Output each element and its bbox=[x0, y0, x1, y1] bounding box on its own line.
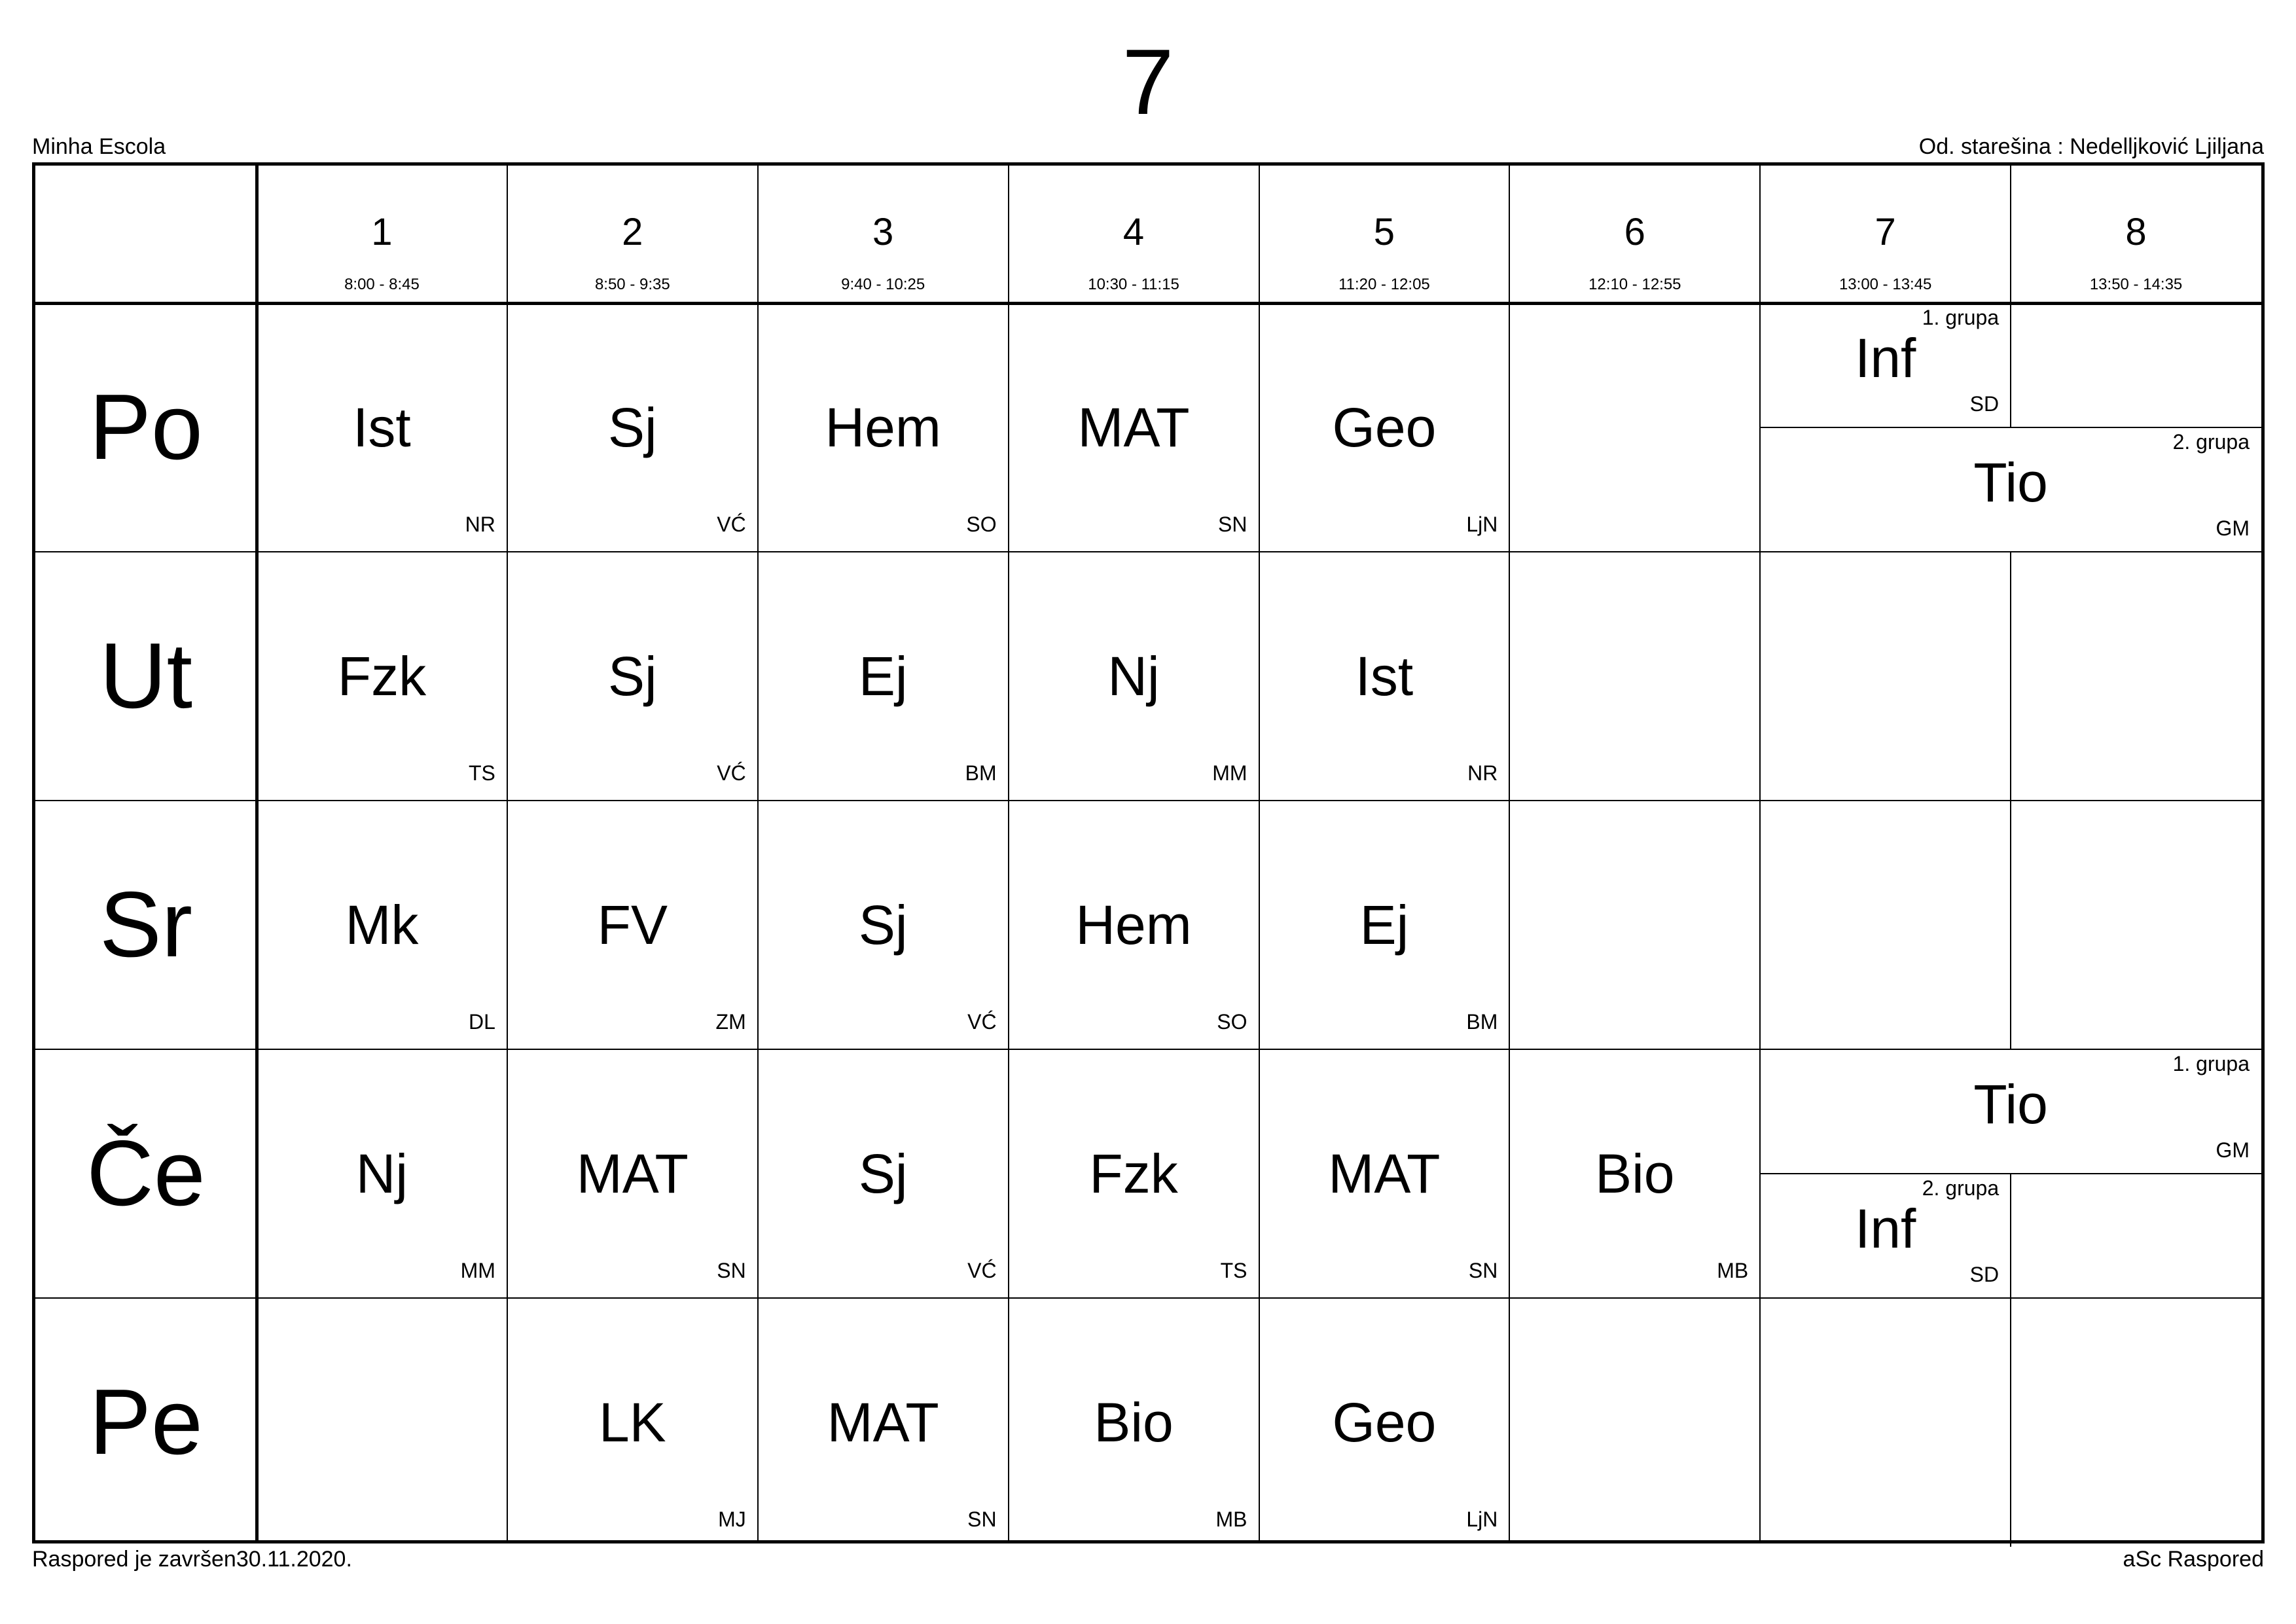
lesson-teacher: SN bbox=[717, 1259, 746, 1282]
lesson-subject: Hem bbox=[825, 397, 941, 458]
day-label: Ut bbox=[99, 624, 192, 728]
lesson-teacher: NR bbox=[465, 513, 495, 536]
lesson-subject: Sj bbox=[607, 645, 657, 707]
lesson-subject: Mk bbox=[345, 894, 419, 956]
lesson-subject: Geo bbox=[1332, 1392, 1437, 1453]
lesson-teacher: TS bbox=[468, 761, 495, 785]
day-label: Če bbox=[86, 1121, 206, 1225]
column-divider bbox=[2010, 303, 2011, 427]
lesson-subject: Ist bbox=[353, 397, 411, 458]
group-divider bbox=[1760, 427, 2261, 428]
group-divider bbox=[1760, 1173, 2261, 1174]
lesson-teacher: LjN bbox=[1466, 513, 1498, 536]
row-divider bbox=[35, 1049, 2261, 1050]
lesson-teacher: MM bbox=[460, 1259, 495, 1282]
group-lesson-cell[interactable] bbox=[1760, 303, 2011, 427]
lesson-cell[interactable] bbox=[507, 552, 758, 801]
lesson-teacher: SN bbox=[967, 1507, 997, 1531]
lesson-cell[interactable] bbox=[1259, 303, 1510, 552]
period-header bbox=[1009, 166, 1259, 303]
lesson-cell[interactable] bbox=[758, 1049, 1009, 1298]
lesson-teacher: SO bbox=[966, 513, 997, 536]
lesson-subject: Sj bbox=[607, 397, 657, 458]
lesson-teacher: MJ bbox=[718, 1507, 746, 1531]
lesson-cell[interactable] bbox=[1009, 801, 1259, 1049]
lesson-subject: Bio bbox=[1094, 1392, 1174, 1453]
period-header bbox=[758, 166, 1009, 303]
lesson-teacher: LjN bbox=[1466, 1507, 1498, 1531]
software-credit: aSc Raspored bbox=[2123, 1547, 2264, 1572]
period-header bbox=[2011, 166, 2261, 303]
lesson-subject: Fzk bbox=[337, 645, 427, 707]
period-header bbox=[1509, 166, 1760, 303]
lesson-cell[interactable] bbox=[1009, 552, 1259, 801]
period-time: 13:00 - 13:45 bbox=[1839, 276, 1932, 293]
lesson-subject: Geo bbox=[1332, 397, 1437, 458]
group-lesson-cell[interactable] bbox=[1760, 1049, 2261, 1174]
period-number: 8 bbox=[2125, 211, 2147, 253]
lesson-subject: LK bbox=[598, 1392, 666, 1453]
day-row-header bbox=[35, 303, 257, 552]
lesson-teacher: VĆ bbox=[967, 1259, 997, 1282]
completion-note: Raspored je završen30.11.2020. bbox=[32, 1547, 352, 1572]
group-label: 2. grupa bbox=[1922, 1176, 2000, 1200]
lesson-teacher: MB bbox=[1717, 1259, 1749, 1282]
lesson-subject: Inf bbox=[1854, 327, 1916, 389]
period-header bbox=[1760, 166, 2011, 303]
day-label: Po bbox=[89, 375, 203, 479]
lesson-cell[interactable] bbox=[1009, 303, 1259, 552]
lesson-cell[interactable] bbox=[1259, 1298, 1510, 1547]
column-divider bbox=[1259, 166, 1260, 1540]
day-row-header bbox=[35, 552, 257, 801]
lesson-cell[interactable] bbox=[1009, 1298, 1259, 1547]
day-column-divider bbox=[255, 166, 259, 1540]
lesson-teacher: VĆ bbox=[967, 1010, 997, 1034]
lesson-subject: Ist bbox=[1355, 645, 1414, 707]
period-number: 5 bbox=[1373, 211, 1395, 253]
lesson-subject: Nj bbox=[355, 1143, 408, 1204]
lesson-subject: FV bbox=[597, 894, 668, 956]
period-number: 6 bbox=[1624, 211, 1645, 253]
header-divider bbox=[35, 302, 2261, 305]
period-time: 8:00 - 8:45 bbox=[344, 276, 420, 293]
lesson-teacher: SN bbox=[1468, 1259, 1498, 1282]
row-divider bbox=[35, 800, 2261, 801]
period-number: 1 bbox=[371, 211, 393, 253]
lesson-teacher: SD bbox=[1969, 392, 2000, 416]
day-row-header bbox=[35, 1049, 257, 1298]
lesson-cell[interactable] bbox=[758, 801, 1009, 1049]
column-divider bbox=[1008, 166, 1009, 1540]
lesson-subject: Sj bbox=[858, 894, 908, 956]
lesson-cell[interactable] bbox=[507, 1298, 758, 1547]
lesson-subject: Hem bbox=[1075, 894, 1192, 956]
lesson-teacher: MB bbox=[1215, 1507, 1247, 1531]
period-time: 9:40 - 10:25 bbox=[841, 276, 925, 293]
period-header bbox=[257, 166, 507, 303]
lesson-teacher: GM bbox=[2215, 516, 2250, 540]
timetable-title: 7 bbox=[1122, 30, 1174, 134]
column-divider bbox=[507, 166, 508, 1540]
lesson-subject: Ej bbox=[858, 645, 908, 707]
column-divider bbox=[2010, 1174, 2011, 1298]
lesson-teacher: SN bbox=[1218, 513, 1247, 536]
lesson-teacher: BM bbox=[1466, 1010, 1498, 1034]
lesson-cell[interactable] bbox=[1259, 1049, 1510, 1298]
lesson-subject: MAT bbox=[1077, 397, 1190, 458]
lesson-cell[interactable] bbox=[257, 801, 507, 1049]
lesson-cell[interactable] bbox=[1259, 801, 1510, 1049]
row-divider bbox=[35, 551, 2261, 552]
lesson-cell[interactable] bbox=[1509, 1049, 1760, 1298]
period-time: 11:20 - 12:05 bbox=[1338, 276, 1430, 293]
day-row-header bbox=[35, 801, 257, 1049]
lesson-teacher: DL bbox=[468, 1010, 495, 1034]
lesson-teacher: VĆ bbox=[717, 761, 746, 785]
period-number: 4 bbox=[1122, 211, 1145, 253]
lesson-teacher: VĆ bbox=[717, 513, 746, 536]
lesson-subject: Nj bbox=[1107, 645, 1160, 707]
column-divider bbox=[2010, 166, 2011, 303]
lesson-subject: Ej bbox=[1359, 894, 1409, 956]
day-label: Pe bbox=[89, 1370, 203, 1474]
period-number: 3 bbox=[872, 211, 894, 253]
period-time: 12:10 - 12:55 bbox=[1588, 276, 1681, 293]
lesson-cell[interactable] bbox=[257, 552, 507, 801]
lesson-cell[interactable] bbox=[758, 552, 1009, 801]
lesson-teacher: MM bbox=[1212, 761, 1247, 785]
column-divider bbox=[2010, 552, 2011, 1049]
period-number: 2 bbox=[622, 211, 643, 253]
lesson-cell[interactable] bbox=[507, 303, 758, 552]
period-header bbox=[1259, 166, 1510, 303]
period-number: 7 bbox=[1874, 211, 1896, 253]
lesson-teacher: NR bbox=[1467, 761, 1498, 785]
row-divider bbox=[35, 1297, 2261, 1299]
lesson-subject: Bio bbox=[1595, 1143, 1675, 1204]
lesson-subject: MAT bbox=[1328, 1143, 1441, 1204]
lesson-teacher: SO bbox=[1217, 1010, 1247, 1034]
group-label: 1. grupa bbox=[2172, 1052, 2250, 1075]
lesson-teacher: BM bbox=[965, 761, 997, 785]
lesson-subject: MAT bbox=[576, 1143, 689, 1204]
lesson-subject: Inf bbox=[1854, 1198, 1916, 1259]
period-header bbox=[507, 166, 758, 303]
lesson-subject: Sj bbox=[858, 1143, 908, 1204]
lesson-teacher: GM bbox=[2215, 1138, 2250, 1162]
day-label: Sr bbox=[99, 873, 192, 977]
group-label: 1. grupa bbox=[1922, 306, 2000, 329]
lesson-cell[interactable] bbox=[1259, 552, 1510, 801]
group-label: 2. grupa bbox=[2172, 430, 2250, 454]
lesson-cell[interactable] bbox=[507, 801, 758, 1049]
class-teacher: Od. starešina : Nedelljković Ljiljana bbox=[1918, 134, 2264, 159]
lesson-teacher: ZM bbox=[715, 1010, 746, 1034]
lesson-cell[interactable] bbox=[507, 1049, 758, 1298]
period-time: 8:50 - 9:35 bbox=[594, 276, 670, 293]
lesson-subject: Tio bbox=[1973, 1074, 2048, 1135]
lesson-teacher: TS bbox=[1220, 1259, 1247, 1282]
period-time: 10:30 - 11:15 bbox=[1088, 276, 1179, 293]
period-time: 13:50 - 14:35 bbox=[2089, 276, 2183, 293]
column-divider bbox=[2010, 1298, 2011, 1547]
lesson-teacher: SD bbox=[1969, 1263, 2000, 1286]
column-divider bbox=[1759, 166, 1761, 1540]
lesson-cell[interactable] bbox=[758, 303, 1009, 552]
column-divider bbox=[757, 166, 759, 1540]
day-row-header bbox=[35, 1298, 257, 1547]
group-lesson-cell[interactable] bbox=[1760, 427, 2261, 552]
group-lesson-cell[interactable] bbox=[1760, 1174, 2011, 1298]
school-name: Minha Escola bbox=[32, 134, 166, 159]
lesson-subject: Tio bbox=[1973, 452, 2048, 513]
column-divider bbox=[1509, 166, 1510, 1540]
lesson-cell[interactable] bbox=[1009, 1049, 1259, 1298]
lesson-cell[interactable] bbox=[257, 1049, 507, 1298]
lesson-subject: Fzk bbox=[1089, 1143, 1178, 1204]
lesson-cell[interactable] bbox=[758, 1298, 1009, 1547]
lesson-subject: MAT bbox=[827, 1392, 939, 1453]
lesson-cell[interactable] bbox=[257, 303, 507, 552]
timetable-grid bbox=[32, 162, 2265, 1543]
